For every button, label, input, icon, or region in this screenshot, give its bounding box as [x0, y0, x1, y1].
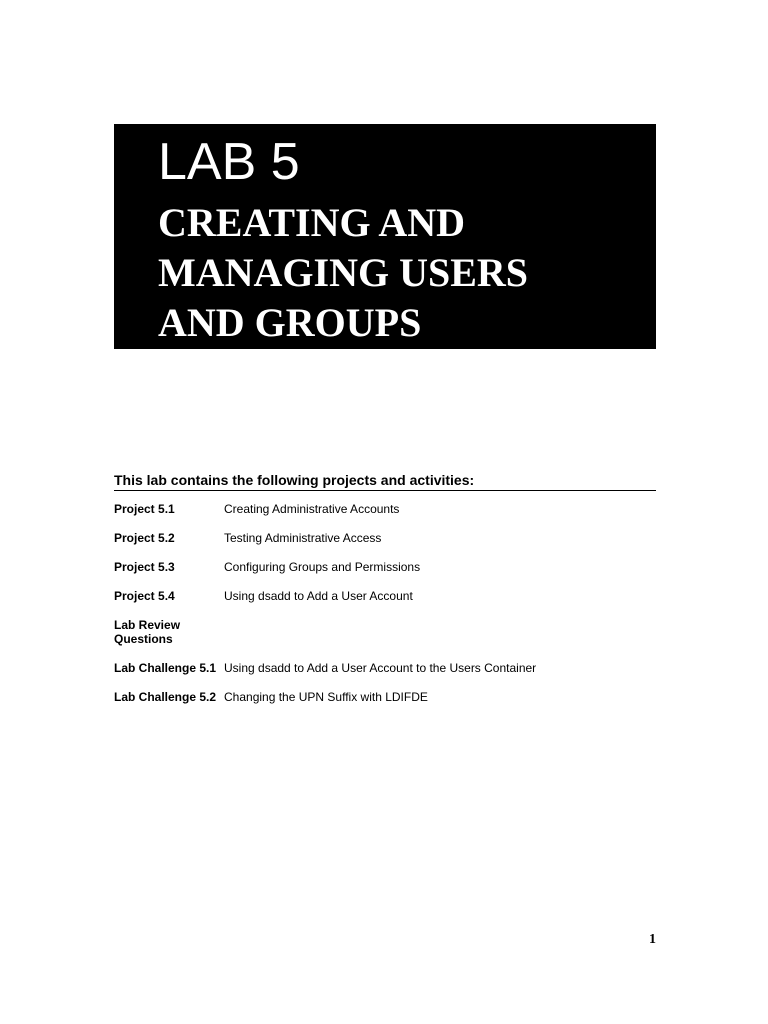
contents-table: [114, 502, 656, 719]
item-label: Lab Challenge 5.1: [114, 661, 217, 675]
item-description: [224, 618, 656, 661]
item-description: Configuring Groups and Permissions: [224, 560, 421, 574]
item-label: Lab Review Questions: [114, 618, 181, 646]
contents-row: [114, 531, 656, 560]
item-label: Lab Challenge 5.2: [114, 690, 217, 704]
lab-title: [158, 198, 638, 348]
item-label: Project 5.2: [114, 531, 175, 545]
title-block: [114, 124, 656, 349]
contents-row: [114, 618, 656, 661]
page-number: 1: [649, 932, 656, 947]
contents-row: [114, 589, 656, 618]
item-description: Using dsadd to Add a User Account: [224, 589, 413, 603]
contents-row: [114, 502, 656, 531]
item-description: Using dsadd to Add a User Account to the Users Container: [224, 661, 537, 675]
item-description: Creating Administrative Accounts: [224, 502, 400, 516]
lab-number: LAB 5: [158, 133, 300, 191]
lab-title-line: AND GROUPS: [158, 300, 422, 345]
item-label: Project 5.1: [114, 502, 175, 516]
contents-row: [114, 690, 656, 719]
item-label: Project 5.4: [114, 589, 175, 603]
contents-row: [114, 661, 656, 690]
lab-title-line: MANAGING USERS: [158, 250, 529, 295]
contents-row: [114, 560, 656, 589]
contents-heading: This lab contains the following projects and activities:: [114, 471, 656, 491]
item-description: Testing Administrative Access: [224, 531, 382, 545]
item-description: Changing the UPN Suffix with LDIFDE: [224, 690, 428, 704]
item-label: Project 5.3: [114, 560, 175, 574]
lab-title-line: CREATING AND: [158, 200, 466, 245]
